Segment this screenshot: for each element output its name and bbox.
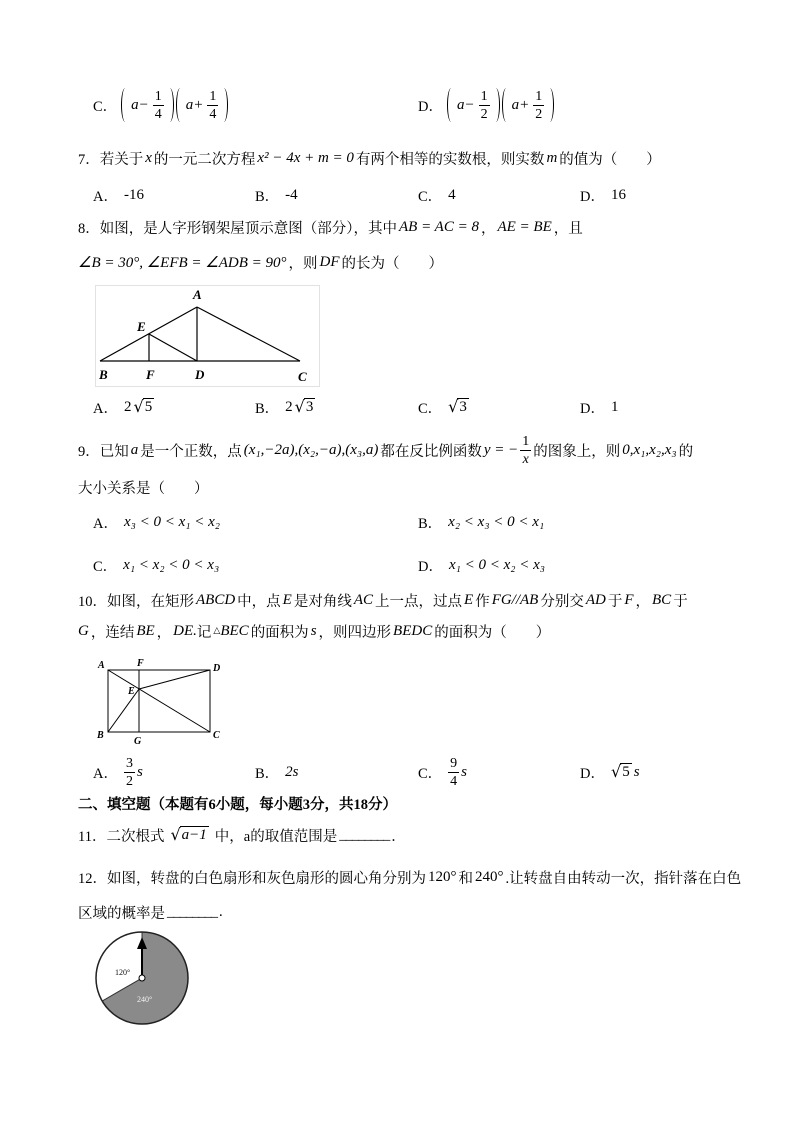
option-value: x₂ < x₃ < 0 < x₁	[448, 513, 545, 530]
stem-text: 二次根式	[106, 828, 165, 845]
numerator: 1	[209, 88, 217, 104]
q9-option-a	[93, 502, 222, 542]
stem-text: ，则	[288, 255, 318, 272]
option-label: D．	[580, 765, 605, 782]
option-label: D．	[418, 98, 443, 115]
option-label: B．	[255, 400, 280, 417]
math-variable: a	[130, 441, 139, 458]
math-expression: BEDC	[393, 622, 433, 639]
option-tail: s	[461, 763, 468, 780]
q12-stem-line-2	[78, 892, 223, 932]
denominator: 2	[480, 106, 488, 122]
stem-text: 如图，是人字形钢架屋顶示意图（部分），其中	[99, 220, 397, 237]
pointer-pivot	[139, 975, 145, 981]
q6-option-d	[418, 85, 556, 125]
stem-text: 的	[678, 443, 694, 460]
math-expression: DF	[319, 253, 340, 270]
function-prefix: y = −	[483, 441, 519, 458]
q10-option-d	[580, 752, 642, 792]
option-label: D．	[580, 188, 605, 205]
option-label: C．	[93, 98, 118, 115]
figure-frame	[96, 286, 320, 387]
denominator: 2	[535, 106, 543, 122]
point-label-e: E	[137, 319, 146, 334]
denominator: 2	[125, 773, 133, 789]
option-value: 1	[610, 398, 619, 415]
left-paren	[121, 88, 128, 122]
option-label: A．	[93, 400, 118, 417]
option-label: A．	[93, 188, 118, 205]
question-number: 10．	[78, 593, 107, 610]
option-label: C．	[93, 558, 118, 575]
points-expression: (x₁,−2a),(x₂,−a),(x₃,a)	[243, 441, 379, 458]
stem-text: 上一点，过点	[375, 593, 463, 610]
radical-sign-icon: √	[610, 762, 622, 781]
factor-prefix: a+	[511, 96, 530, 113]
answer-blank: ________	[167, 903, 217, 920]
q12-stem-line-1	[78, 857, 741, 897]
stem-text: 的值为（ ）	[559, 151, 661, 168]
question-number: 8．	[78, 220, 100, 237]
white-sector-label: 120°	[115, 968, 131, 977]
radical-sign-icon: √	[170, 825, 181, 844]
roof-truss-figure	[95, 285, 320, 387]
math-expression: ∠B = 30°, ∠EFB = ∠ADB = 90°	[78, 254, 287, 271]
stem-text: 的面积为（ ）	[434, 624, 551, 641]
q7-option-d	[580, 175, 628, 215]
q11-stem	[78, 815, 406, 855]
triangle-symbol: △	[213, 626, 221, 636]
stem-text: 是对角线	[293, 593, 352, 610]
numerator: 1	[535, 88, 543, 104]
stem-text: 的一元二次方程	[153, 151, 256, 168]
option-label: C．	[418, 765, 443, 782]
factor-prefix: a−	[131, 96, 149, 113]
stem-text: 于	[673, 593, 688, 610]
math-variable: m	[546, 149, 558, 166]
math-expression: AE = BE	[497, 218, 552, 235]
numerator: 1	[154, 88, 162, 104]
stem-text: .	[219, 903, 223, 920]
radicand: a−1	[181, 827, 207, 843]
point-label-f: F	[146, 367, 155, 382]
q9-option-c	[93, 545, 221, 585]
square-root	[611, 763, 632, 781]
stem-text: 中，点	[237, 593, 281, 610]
stem-text: 区域的概率是	[78, 905, 165, 922]
option-label: B．	[255, 188, 280, 205]
stem-text: 分别交	[540, 593, 584, 610]
q9-stem-line-2	[78, 467, 209, 507]
right-paren	[493, 88, 500, 122]
denominator: 4	[154, 106, 162, 122]
segment-ed	[139, 670, 210, 689]
angle-value: 120°	[428, 868, 457, 885]
radicand: 5	[144, 399, 153, 415]
denominator: 4	[209, 106, 217, 122]
left-paren	[176, 88, 183, 122]
math-expression: E	[464, 591, 474, 608]
stem-text: ，则四边形	[318, 624, 392, 641]
numerator: 3	[125, 755, 133, 771]
option-value: x₁ < x₂ < 0 < x₃	[123, 556, 220, 573]
left-paren	[502, 88, 509, 122]
math-expression: AB = AC = 8	[399, 218, 479, 235]
math-expression: G	[78, 622, 89, 639]
right-paren	[167, 88, 174, 122]
spinner-figure	[92, 928, 192, 1032]
stem-text: 是一个正数，点	[140, 443, 242, 460]
stem-text: 如图，在矩形	[107, 593, 194, 610]
rectangle-figure	[95, 655, 225, 747]
stem-text: 都在反比例函数	[380, 443, 482, 460]
point-label-a: A	[98, 660, 105, 671]
option-label: B．	[418, 515, 443, 532]
option-label: A．	[93, 515, 118, 532]
q8-option-d	[580, 387, 620, 427]
square-root	[295, 398, 316, 416]
option-value: x₁ < 0 < x₂ < x₃	[448, 556, 545, 573]
point-label-c: C	[298, 369, 307, 384]
question-number: 9．	[78, 443, 100, 460]
stem-text: ，且	[553, 220, 583, 237]
q9-stem-line-1	[78, 430, 693, 470]
radicand: 3	[305, 399, 314, 415]
point-label-d: D	[213, 663, 221, 674]
stem-text: 大小关系是（ ）	[78, 480, 209, 497]
square-root	[448, 398, 469, 416]
radical-sign-icon: √	[294, 397, 305, 416]
answer-blank: ________	[339, 826, 390, 843]
factor-prefix: a+	[185, 96, 204, 113]
question-number: 12．	[78, 870, 107, 887]
radicand: 5	[622, 764, 630, 780]
math-expression: s	[310, 622, 317, 639]
fraction	[153, 89, 164, 122]
coefficient: 2	[123, 398, 132, 415]
stem-text: 作	[475, 593, 490, 610]
option-label: C．	[418, 400, 443, 417]
math-expression: DE.	[173, 622, 197, 639]
stem-text: 中，a的取值范围是	[214, 828, 338, 845]
numerator: 9	[450, 755, 458, 771]
stem-text: ．	[391, 828, 406, 845]
stem-text: 有两个相等的实数根，则实数	[355, 151, 545, 168]
math-expression: E	[282, 591, 292, 608]
point-label-c: C	[213, 730, 220, 741]
option-label: C．	[418, 188, 443, 205]
numerator: 1	[480, 88, 488, 104]
option-value: 2s	[285, 763, 299, 780]
fraction	[479, 89, 490, 122]
diagonal-ac	[108, 670, 210, 732]
equation: x² − 4x + m = 0	[257, 149, 354, 166]
math-expression: BE	[136, 622, 155, 639]
q7-stem	[78, 138, 661, 178]
radicand: 3	[459, 399, 467, 415]
stem-text: ，	[635, 593, 651, 610]
stem-text: 的面积为	[250, 624, 309, 641]
coefficient: 2	[285, 398, 293, 415]
square-root	[170, 826, 208, 844]
stem-text: 记	[196, 624, 212, 641]
option-tail: s	[136, 763, 143, 780]
math-expression: F	[624, 591, 634, 608]
variables-list: 0,x₁,x₂,x₃	[622, 441, 677, 458]
point-label-b: B	[97, 730, 104, 741]
q10-stem-line-2	[78, 611, 550, 651]
option-value: -16	[123, 186, 144, 203]
math-expression: BEC	[220, 622, 249, 639]
option-value: 16	[610, 186, 626, 203]
denominator: 4	[450, 773, 458, 789]
stem-text: ，	[156, 624, 172, 641]
q6-option-c	[93, 85, 230, 125]
q8-option-c	[418, 387, 471, 427]
point-label-e: E	[128, 686, 135, 697]
fraction	[207, 89, 218, 122]
fraction	[448, 756, 459, 789]
option-value: 4	[448, 186, 456, 203]
stem-text: 和	[458, 870, 473, 887]
q8-stem-line-1	[78, 207, 583, 247]
math-expression: AC	[353, 591, 374, 608]
gray-sector-label: 240°	[137, 995, 153, 1004]
stem-text: .让转盘自由转动一次，指针落在白色	[505, 870, 742, 887]
option-tail: s	[633, 763, 640, 780]
stem-text: 于	[607, 593, 623, 610]
question-number: 11．	[78, 828, 107, 845]
point-label-d: D	[195, 367, 205, 382]
numerator: 1	[522, 433, 530, 449]
stem-text: 如图，转盘的白色扇形和灰色扇形的圆心角分别为	[107, 870, 426, 887]
segment-ac	[197, 307, 300, 361]
math-expression: AD	[585, 591, 606, 608]
denominator: x	[522, 451, 529, 467]
math-expression: BC	[652, 591, 672, 608]
point-label-g: G	[134, 736, 142, 747]
option-label: A．	[93, 765, 118, 782]
q9-option-b	[418, 502, 546, 542]
math-expression: FG//AB	[491, 591, 539, 608]
stem-text: 已知	[99, 443, 129, 460]
right-paren	[221, 88, 228, 122]
option-label: D．	[418, 558, 443, 575]
q8-stem-line-2	[78, 242, 443, 282]
option-value: x₃ < 0 < x₁ < x₂	[123, 513, 220, 530]
q10-option-c	[418, 752, 469, 792]
angle-value: 240°	[475, 868, 504, 885]
left-paren	[447, 88, 454, 122]
fraction	[533, 89, 544, 122]
stem-text: 的长为（ ）	[341, 255, 444, 272]
option-label: D．	[580, 400, 605, 417]
question-number: 7．	[78, 151, 100, 168]
stem-text: 的图象上，则	[533, 443, 621, 460]
q8-option-a	[93, 387, 156, 427]
factor-prefix: a−	[456, 96, 475, 113]
stem-text: 若关于	[99, 151, 144, 168]
math-variable: x	[145, 149, 152, 166]
section-title: 二、填空题（本题有6小题，每小题3分，共18分）	[78, 796, 397, 813]
radical-sign-icon: √	[448, 397, 459, 416]
option-label: B．	[255, 765, 280, 782]
segment-ed	[149, 334, 197, 361]
point-label-f: F	[137, 658, 144, 669]
point-label-a: A	[193, 287, 202, 302]
point-label-b: B	[99, 367, 108, 382]
stem-text: ，	[480, 220, 496, 237]
square-root	[133, 398, 154, 416]
radical-sign-icon: √	[133, 397, 144, 416]
stem-text: ，连结	[90, 624, 135, 641]
fraction	[520, 434, 531, 467]
option-value: -4	[285, 186, 298, 203]
right-paren	[547, 88, 554, 122]
math-expression: ABCD	[196, 591, 236, 608]
q8-option-b	[255, 387, 317, 427]
q9-option-d	[418, 545, 547, 585]
